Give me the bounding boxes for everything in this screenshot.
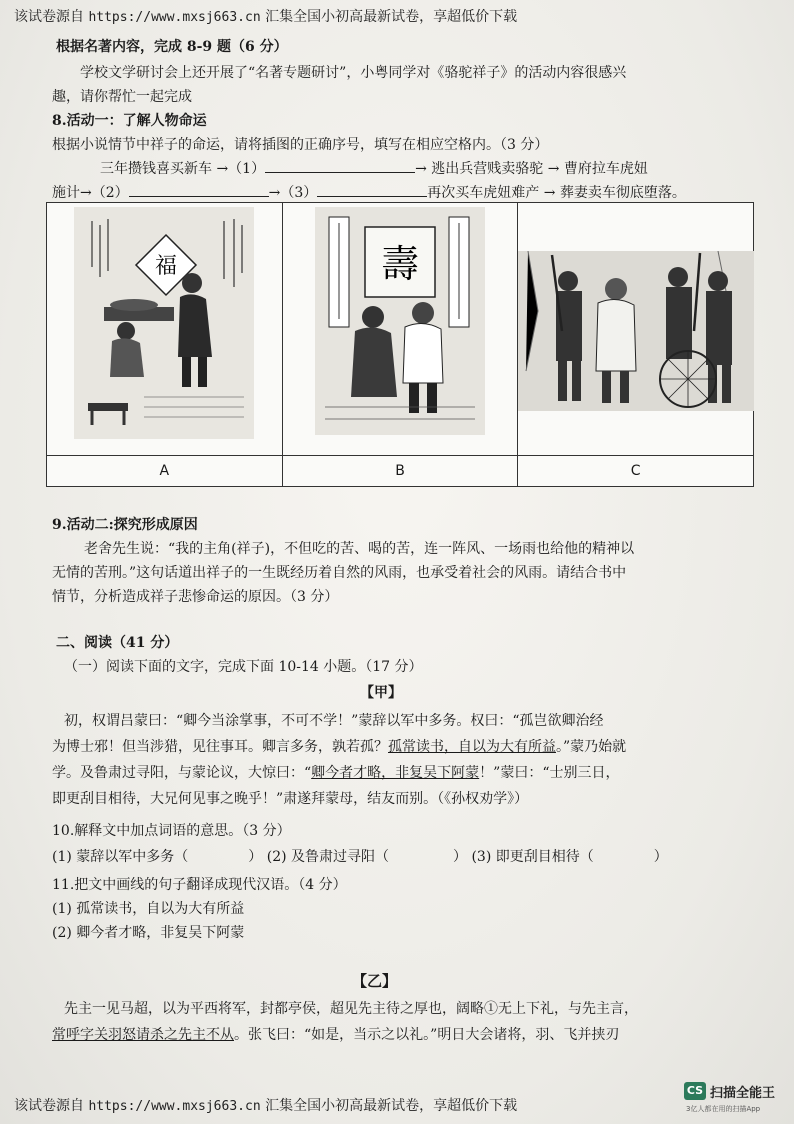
passage-jia-line3: [52, 762, 619, 782]
illustration-cell-b: [283, 203, 519, 486]
illustration-cell-c: [518, 203, 753, 486]
footer-suffix: 汇集全国小初高最新试卷，享超低价下载: [265, 1098, 518, 1114]
q8-blank-3[interactable]: [317, 182, 427, 197]
illustration-cell-a: [47, 203, 283, 486]
q9-paragraph-line2: 无情的苦刑。”这句话道出祥子的一生既经历着自然的风雨，也承受着社会的风雨。请结合书中: [52, 565, 627, 581]
q8-instruction: 根据小说情节中祥子的命运，请将插图的正确序号，填写在相应空格内。（3 分）: [52, 137, 549, 153]
shou-character: 壽: [380, 242, 420, 286]
illustration-soldiers-scene-icon: [518, 251, 754, 415]
q11-title: 11.把文中画线的句子翻译成现代汉语。（4 分）: [52, 877, 347, 893]
fu-character: 福: [155, 254, 178, 279]
q10-items: [52, 846, 668, 866]
q9-paragraph-line1: 老舍先生说：“我的主角(祥子)，不但吃的苦、喝的苦，连一阵风、一场雨也给他的精神以: [84, 541, 635, 557]
scanner-app-tagline: 3亿人都在用的扫描App: [686, 1105, 761, 1113]
q10-item-2-close: ）: [453, 849, 468, 865]
q11-sentence-1: (1) 孤常读书，自以为大有所益: [52, 901, 245, 917]
header-prefix: 该试卷源自: [14, 9, 84, 25]
q10-item-3: (3) 即更刮目相待（: [471, 849, 594, 865]
q8-sequence-line2: [52, 182, 686, 202]
illustration-caption-b: B: [283, 455, 518, 486]
source-footer: [14, 1095, 517, 1115]
passage-yi-line1: 先主一见马超，以为平西将军，封都亭侯，超见先主待之厚也，阔略①无上下礼，与先主言，: [64, 1001, 638, 1017]
footer-url-link[interactable]: https://www.mxsj663.cn: [88, 1099, 261, 1114]
passage-jia-line3-b: ！”蒙曰：“士别三日，: [479, 765, 620, 781]
passage-yi-line2-b: 。张飞曰：“如是，当示之以礼。”明日大会诸将，羽、飞并挟刃: [234, 1027, 620, 1043]
passage-jia-line2: [52, 736, 626, 756]
passage-jia-line2-a: 为博士邪！但当涉猎，见往事耳。卿言多务，孰若孤？: [52, 739, 388, 755]
q8-line1-start: 三年攒钱喜买新车 →（1）: [100, 161, 266, 177]
underlined-sentence-2: 卿今者才略，非复吴下阿蒙: [311, 765, 480, 781]
reading-subtitle: （一）阅读下面的文字，完成下面 10-14 小题。（17 分）: [64, 659, 423, 675]
illustration-table: [46, 202, 754, 487]
passage-jia-title: 【甲】: [360, 685, 402, 701]
underlined-sentence-1: 孤常读书，自以为大有所益: [388, 739, 556, 755]
q9-paragraph-line3: 情节，分析造成祥子悲惨命运的原因。（3 分）: [52, 589, 339, 605]
section-intro-line2: 趣，请你帮忙一起完成: [52, 89, 192, 105]
scanner-app-name: 扫描全能王: [710, 1086, 776, 1101]
illustration-caption-c: C: [518, 455, 753, 486]
section-title-mingzhu: 根据名著内容，完成 8-9 题（6 分）: [56, 39, 288, 55]
q8-line1-end: → 逃出兵营贱卖骆驼 → 曹府拉车虎妞: [415, 161, 648, 177]
illustration-caption-a: A: [47, 455, 282, 486]
q8-line2-start: 施计→（2）: [52, 185, 129, 201]
q8-sequence-line1: [100, 158, 648, 178]
passage-jia-line2-b: 。”蒙乃始就: [556, 739, 627, 755]
passage-yi-line2: [52, 1024, 619, 1044]
passage-jia-line1: 初，权谓吕蒙曰：“卿今当涂掌事，不可不学！”蒙辞以军中多务。权曰：“孤岂欲卿治经: [64, 713, 604, 729]
q8-line2-mid: →（3）: [268, 185, 318, 201]
illustration-fu-scene-icon: [74, 207, 254, 443]
q11-sentence-2: (2) 卿今者才略，非复吴下阿蒙: [52, 925, 245, 941]
section-intro-line1: 学校文学研讨会上还开展了“名著专题研讨”，小粤同学对《骆驼祥子》的活动内容很感兴: [80, 65, 627, 81]
q10-item-1: (1) 蒙辞以军中多务（: [52, 849, 189, 865]
passage-yi-title: 【乙】: [352, 972, 398, 990]
q8-title: 8.活动一：了解人物命运: [52, 113, 207, 129]
header-url-link[interactable]: https://www.mxsj663.cn: [88, 10, 261, 25]
q8-blank-1[interactable]: [265, 158, 415, 173]
passage-jia-line3-a: 学。及鲁肃过寻阳，与蒙论议，大惊曰：“: [52, 765, 312, 781]
footer-prefix: 该试卷源自: [14, 1098, 84, 1114]
source-header: [14, 6, 517, 26]
scanner-app-logo: [682, 1080, 792, 1120]
underlined-sentence-3: 常呼字关羽怒请杀之先主不从: [52, 1027, 234, 1043]
q8-blank-2[interactable]: [129, 182, 269, 197]
q10-item-3-close: ）: [653, 849, 668, 865]
q10-item-2: (2) 及鲁肃过寻阳（: [266, 849, 390, 865]
reading-title: 二、阅读（41 分）: [56, 635, 179, 651]
q10-item-1-close: ）: [248, 849, 263, 865]
q10-title: 10.解释文中加点词语的意思。（3 分）: [52, 823, 291, 839]
q8-line2-end: 再次买车虎妞难产 → 葬妻卖车彻底堕落。: [427, 185, 686, 201]
header-suffix: 汇集全国小初高最新试卷，享超低价下载: [265, 9, 518, 25]
camscanner-icon: CS: [684, 1082, 706, 1100]
illustration-shou-scene-icon: [315, 207, 485, 439]
q9-title: 9.活动二:探究形成原因: [52, 517, 198, 533]
passage-jia-line4: 即更刮目相待，大兄何见事之晚乎！”肃遂拜蒙母，结友而别。（《孙权劝学》）: [52, 791, 529, 807]
